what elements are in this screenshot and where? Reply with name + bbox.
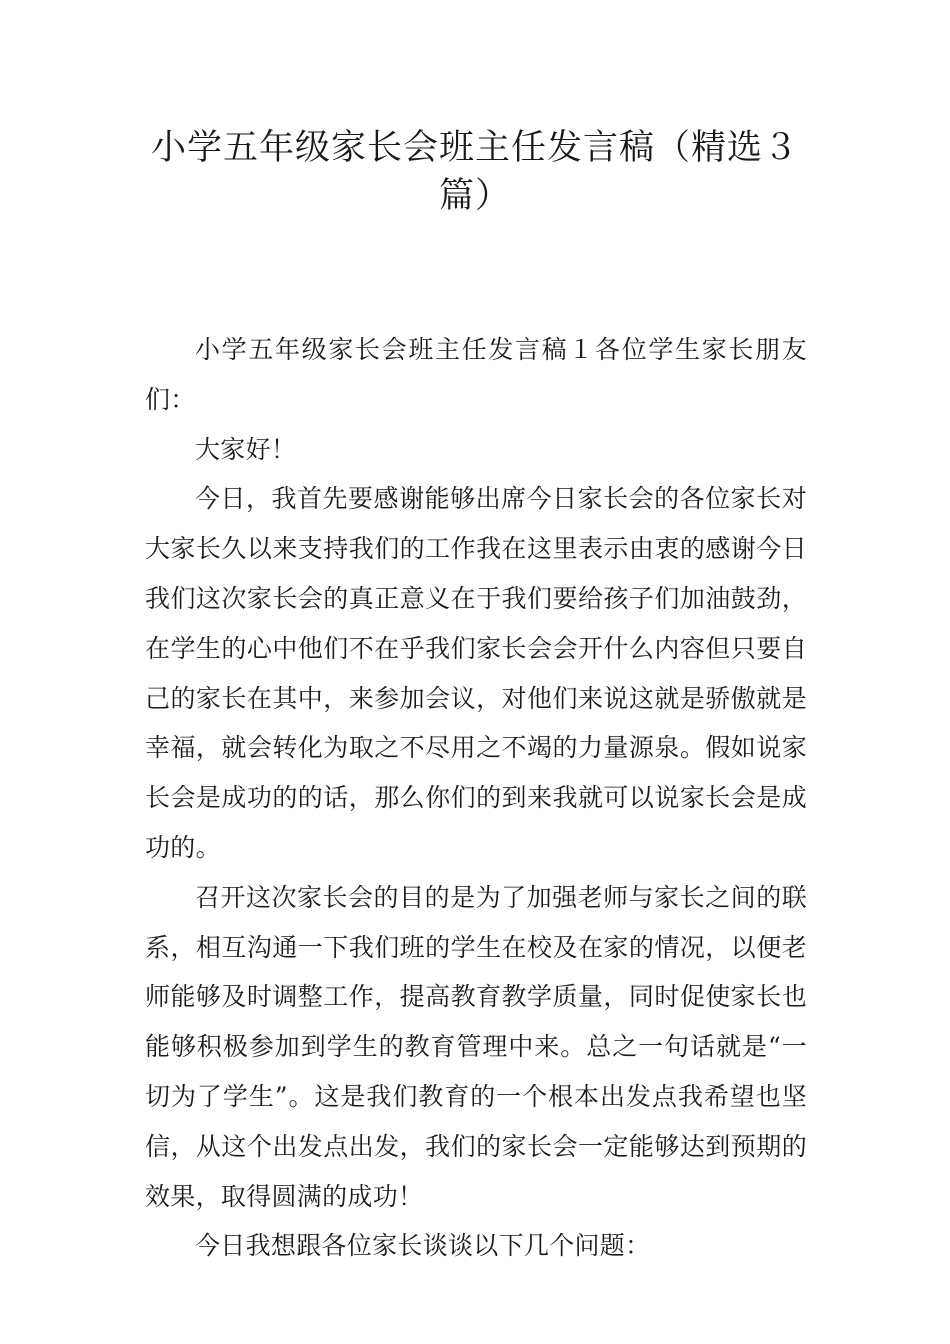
paragraph-greeting-heading: 小学五年级家长会班主任发言稿１各位学生家长朋友们：: [145, 335, 807, 414]
paragraph-topics-intro: 今日我想跟各位家长谈谈以下几个问题：: [195, 1231, 651, 1261]
paragraph-thanks: 今日，我首先要感谢能够出席今日家长会的各位家长对大家长久以来支持我们的工作我在这里表示由衷的感谢今日我们这次家长会的真正意义在于我们要给孩子们加油鼓劲，在学生的心中他们不在乎我们家长会会开什么内容但只要自己的家长在其中，来参加会议，对他们来说这就是骄傲就是幸福，就会转化为取之不尽用之不竭的力量源泉。假如说家长会是成功的的话，那么你们的到来我就可以说家长会是成功的。: [145, 484, 807, 862]
paragraph-greeting: 大家好！: [195, 434, 297, 464]
document-body: [145, 325, 807, 1271]
paragraph-purpose: 召开这次家长会的目的是为了加强老师与家长之间的联系，相互沟通一下我们班的学生在校及在家的情况，以便老师能够及时调整工作，提高教育教学质量，同时促使家长也能够积极参加到学生的教育管理中来。总之一句话就是“一切为了学生”。这是我们教育的一个根本出发点我希望也坚信，从这个出发点出发，我们的家长会一定能够达到预期的效果，取得圆满的成功！: [145, 882, 807, 1211]
document-title: 小学五年级家长会班主任发言稿（精选３篇）: [150, 128, 799, 216]
